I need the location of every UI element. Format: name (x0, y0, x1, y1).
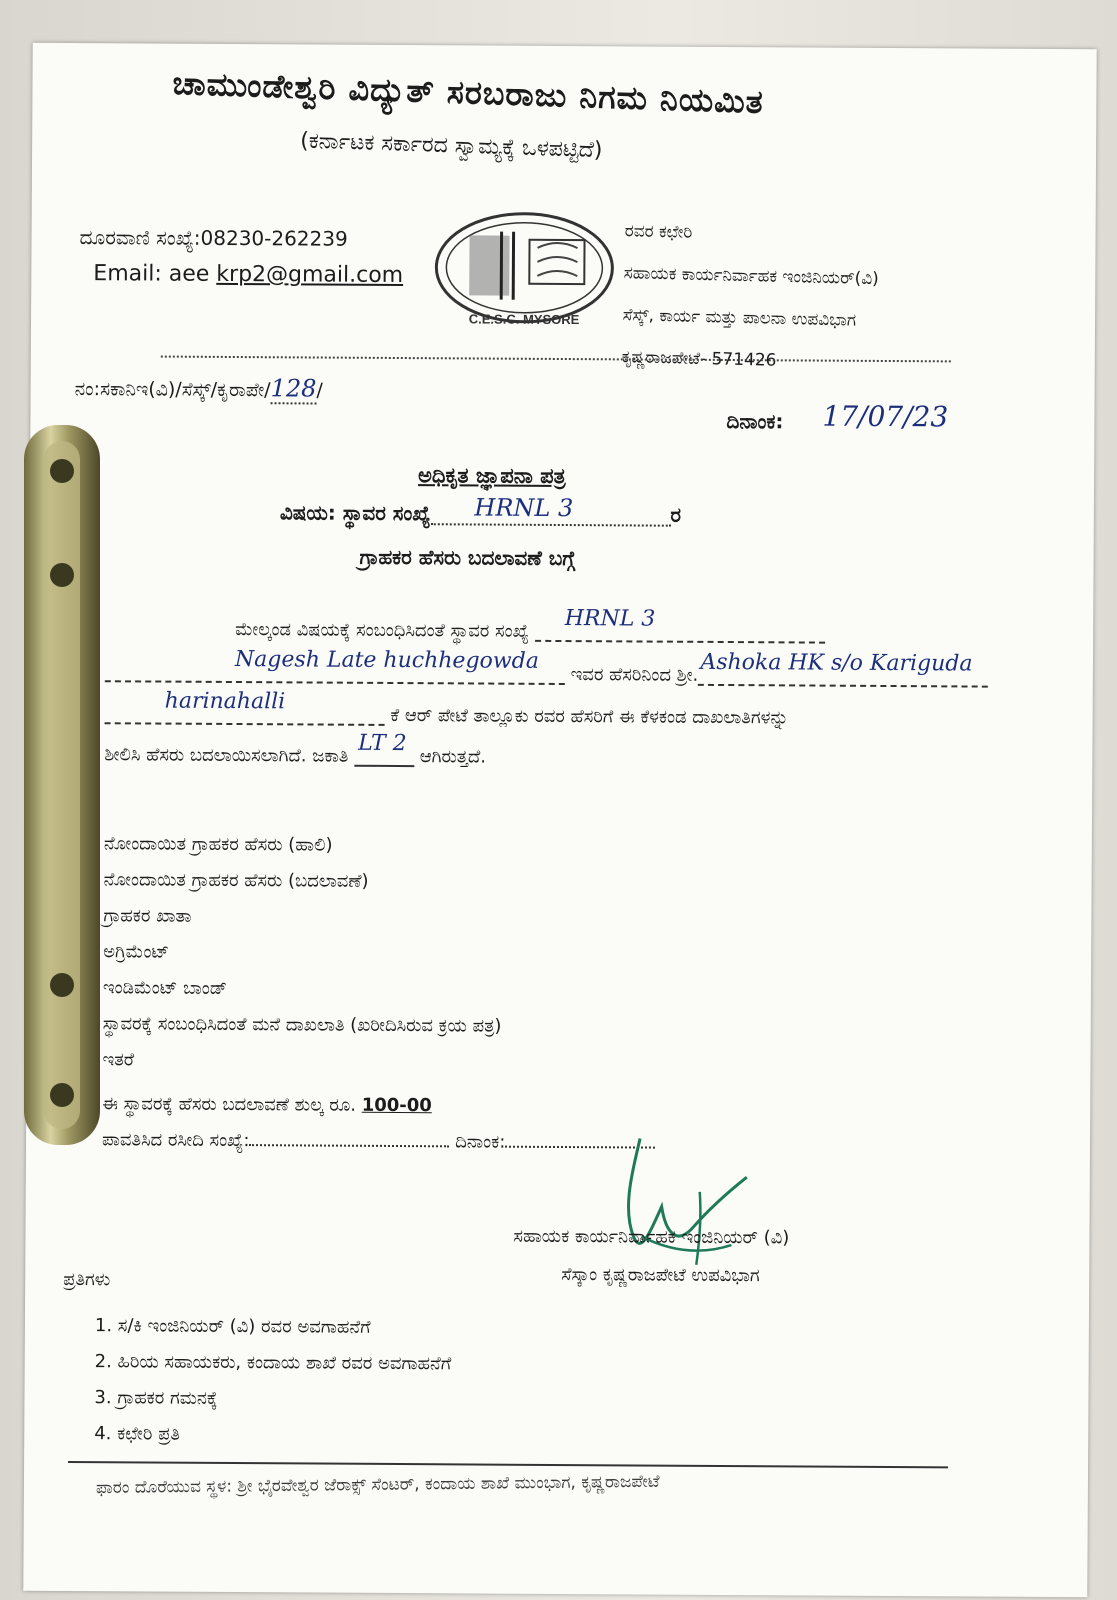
receipt-date-label: ದಿನಾಂಕ: (455, 1131, 506, 1153)
body-line-1 (235, 606, 825, 644)
reference-number: ನಂ:ಸಕಾನಿಇ(ವಿ)/ಸೆಸ್ಕ್/ಕೃರಾಪೇ/128/ (74, 374, 323, 403)
office-line: ಸಹಾಯಕ ಕಾರ್ಯನಿರ್ವಾಹಕ ಇಂಜಿನಿಯರ್(ವಿ) (623, 263, 880, 290)
subject-suffix: ರ (670, 502, 682, 527)
receipt-line (102, 1129, 655, 1153)
subject-line-2: ಗ್ರಾಹಕರ ಹೆಸರು ಬದಲಾವಣೆ ಬಗ್ಗೆ (359, 544, 576, 571)
document-item: ನೋಂದಾಯಿತ ಗ್ರಾಹಕರ ಹೆಸರು (ಬದಲಾವಣೆ) (103, 869, 369, 892)
office-line: ರವರ ಕಛೇರಿ (624, 221, 693, 243)
document-item: ಗ್ರಾಹಕರ ಖಾತಾ (103, 905, 192, 927)
body-line-2 (105, 647, 989, 687)
org-subtitle: (ಕರ್ನಾಟಕ ಸರ್ಕಾರದ ಸ್ವಾಮ್ಯಕ್ಕೆ ಒಳಪಟ್ಟಿದೆ) (299, 128, 603, 164)
body-text: ಕೆ ಆರ್ ಪೇಟೆ ತಾಲ್ಲೂಕು ರವರ ಹೆಸರಿಗೆ ಈ ಕೆಳಕಂಡ ದಾಖಲಾತಿಗಳನ್ನು (390, 704, 789, 729)
body-text: ಮೇಲ್ಕಂಡ ವಿಷಯಕ್ಕೆ ಸಂಬಂಧಿಸಿದಂತೆ ಸ್ಥಾವರ ಸಂಖ್ಯೆ (235, 619, 529, 642)
logo-text: C.E.S.C. MYSORE (468, 311, 580, 328)
installation-number: HRNL 3 (564, 606, 656, 632)
org-title: ಚಾಮುಂಡೇಶ್ವರಿ ವಿದ್ಯುತ್ ಸರಬರಾಜು ನಿಗಮ ನಿಯಮಿತ (171, 63, 765, 121)
document-page (23, 43, 1096, 1597)
reference-value: 128 (270, 374, 317, 403)
email-address (93, 261, 403, 288)
subject-label: ವಿಷಯ: ಸ್ಥಾವರ ಸಂಖ್ಯೆ (279, 500, 431, 526)
phone-number: ದೂರವಾಣಿ ಸಂಖ್ಯೆ:08230-262239 (79, 225, 348, 251)
body-text: ಇವರ ಹೆಸರಿನಿಂದ ಶ್ರೀ. (570, 664, 699, 686)
receipt-label: ಪಾವತಿಸಿದ ರಸೀದಿ ಸಂಖ್ಯೆ: (101, 1129, 250, 1152)
body-text: ಆಗಿರುತ್ತದೆ. (419, 746, 487, 768)
document-item: ಇತರೆ (102, 1049, 135, 1071)
copy-item: 1. ಸ/ಕಿ ಇಂಜಿನಿಯರ್ (ವಿ) ರವರ ಅವಗಾಹನೆಗೆ (94, 1315, 371, 1338)
tariff-value: LT 2 (358, 730, 407, 757)
old-consumer-name: Nagesh Late huchhegowda (234, 647, 539, 674)
cesc-logo (429, 195, 620, 336)
signatory-designation: ಸಹಾಯಕ ಕಾರ್ಯನಿರ್ವಾಹಕ ಇಂಜಿನಿಯರ್ (ವಿ) (513, 1225, 790, 1249)
copies-label: ಪ್ರತಿಗಳು (63, 1268, 111, 1291)
fee-amount: 100-00 (361, 1094, 432, 1117)
document-item: ಸ್ಥಾವರಕ್ಕೆ ಸಂಬಂಧಿಸಿದಂತೆ ಮನೆ ದಾಖಲಾತಿ (ಖರೀದಿಸಿರುವ ಕ್ರಯ ಪತ್ರ) (102, 1013, 502, 1037)
document-item: ಅಗ್ರಿಮೆಂಟ್ (103, 941, 170, 963)
body-line-4 (104, 730, 487, 768)
signatory-office: ಸೆಸ್ಕಾಂ ಕೃಷ್ಣರಾಜಪೇಟೆ ಉಪವಿಭಾಗ (561, 1264, 760, 1287)
office-line: ಕೃಷ್ಣರಾಜಪೇಟೆ- 571426 (621, 347, 777, 371)
fee-line (102, 1093, 432, 1116)
reference-label: ನಂ:ಸಕಾನಿಇ(ವಿ)/ಸೆಸ್ಕ್/ಕೃರಾಪೇ/ (74, 378, 271, 402)
file-clip-binder (18, 425, 106, 1145)
document-item: ನೋಂದಾಯಿತ ಗ್ರಾಹಕರ ಹೆಸರು (ಹಾಲಿ) (103, 833, 333, 856)
body-text: ಶೀಲಿಸಿ ಹೆಸರು ಬದಲಾಯಿಸಲಾಗಿದೆ. ಜಕಾತಿ (104, 744, 349, 767)
footer-note: ಫಾರಂ ದೊರೆಯುವ ಸ್ಥಳ: ಶ್ರೀ ಭೈರವೇಶ್ವರ ಜೆರಾಕ್ಸ್ ಸೆಂಟರ್, ಕಂದಾಯ ಶಾಖೆ ಮುಂಭಾಗ, ಕೃಷ್ಣರಾಜಪೇಟೆ (95, 1471, 660, 1499)
new-consumer-name: Ashoka HK s/o Kariguda (700, 649, 973, 677)
subject-value: HRNL 3 (474, 493, 574, 523)
office-line: ಸೆಸ್ಕ್, ಕಾರ್ಯ ಮತ್ತು ಪಾಲನಾ ಉಪವಿಭಾಗ (622, 305, 857, 331)
copy-item: 4. ಕಛೇರಿ ಪ್ರತಿ (94, 1423, 181, 1445)
copy-item: 3. ಗ್ರಾಹಕರ ಗಮನಕ್ಕೆ (94, 1387, 218, 1409)
subject-line (279, 493, 682, 527)
order-heading: ಅಧಿಕೃತ ಜ್ಞಾಪನಾ ಪತ್ರ (418, 463, 566, 489)
email-value: krp2@gmail.com (216, 261, 404, 289)
email-label: Email: aee (93, 261, 217, 287)
body-line-3 (105, 688, 789, 729)
fee-text: ಈ ಸ್ಥಾವರಕ್ಕೆ ಹೆಸರು ಬದಲಾವಣೆ ಶುಲ್ಕ ರೂ. (102, 1093, 357, 1116)
consumer-village: harinahalli (164, 688, 286, 715)
date-value: 17/07/23 (822, 399, 949, 434)
date-label: ದಿನಾಂಕ: (726, 409, 784, 434)
copy-item: 2. ಹಿರಿಯ ಸಹಾಯಕರು, ಕಂದಾಯ ಶಾಖೆ ರವರ ಅವಗಾಹನೆಗೆ (94, 1351, 452, 1375)
document-item: ಇಂಡಿಮೆಂಟ್ ಬಾಂಡ್ (102, 977, 228, 999)
footer-divider (68, 1461, 948, 1468)
